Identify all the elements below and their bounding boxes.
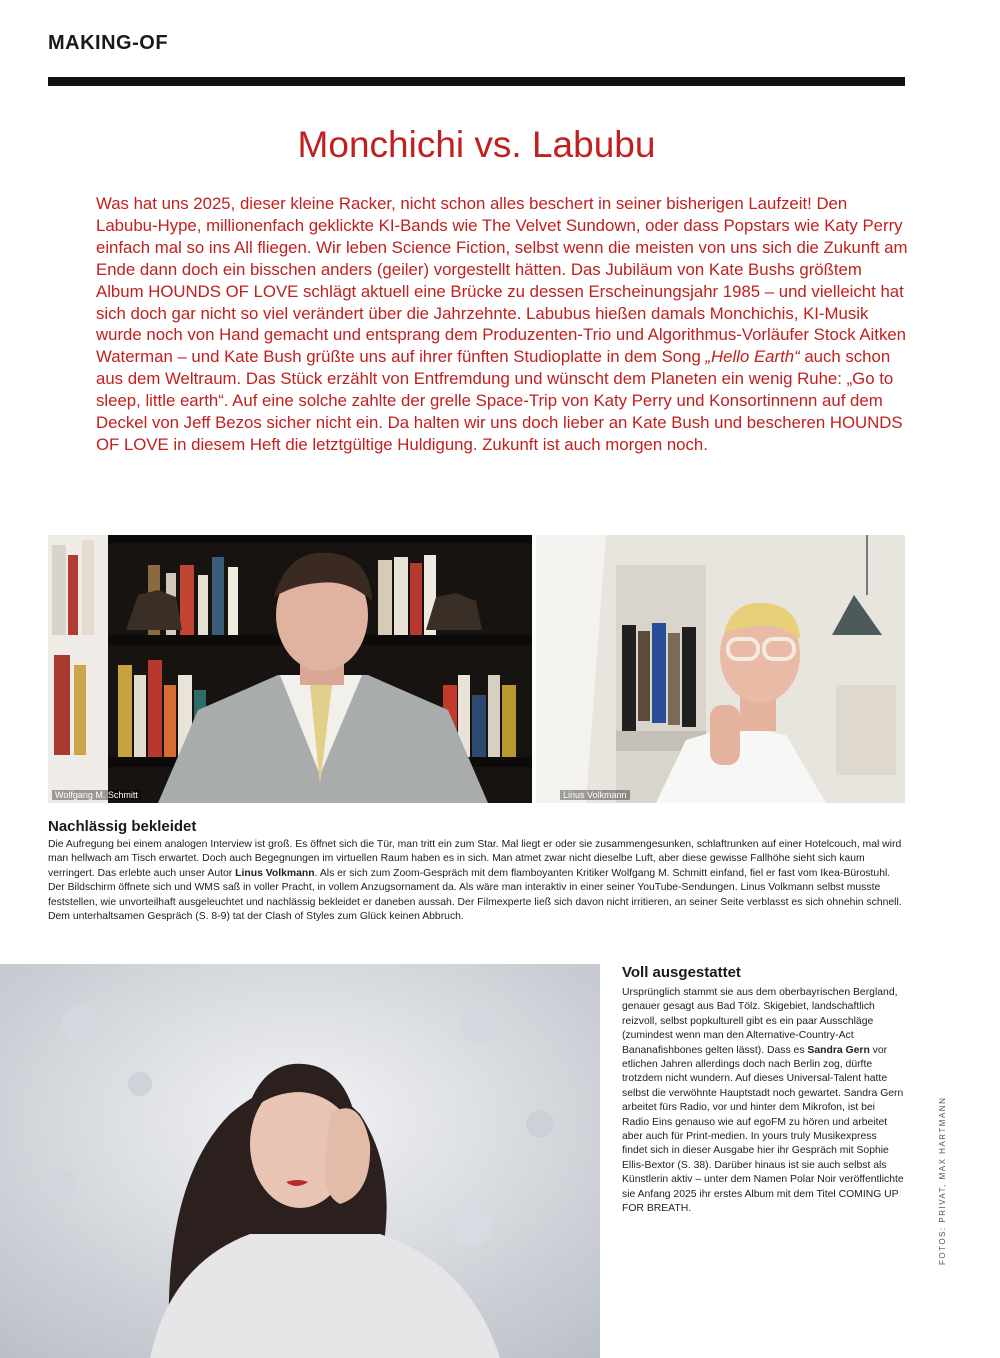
room-portrait-image <box>536 535 905 803</box>
caption-1-title: Nachlässig bekleidet <box>48 818 197 835</box>
headline: Monchichi vs. Labubu <box>297 124 656 165</box>
caption-2-text-a: Ursprünglich stammt sie aus dem oberbayrischen Bergland, genauer gesagt aus Bad Tölz. Skigebiet, landschaftlich reizvoll, selbst popkulturell gibt es ein paar Ausschläge (zumindest wenn man den Alternative-Country-Act Bananafishbones gelten lässt). Dass es <box>622 987 898 1056</box>
portrait-image <box>0 964 600 1358</box>
caption-2-text-b: vor etlichen Jahren allerdings doch nach Berlin zog, dürfte trotzdem nicht wundern. Auf dieses Universal-Talent hatte selbst die verwöhnte Hauptstadt noch gewartet. Sandra Gern arbeitet fürs Radio, vor und hinter dem Mikrofon, ist bei Radio Eins genauso wie auf egoFM zu hören und arbeitet aber auch für Print-medien. In yours truly Musikexpress findet sich in dieser Ausgabe hier ihr Gespräch mit Sophie Ellis-Bextor (S. 38). Darüber hinaus ist sie auch selbst als Künstlerin aktiv – unter dem Namen Polar Noir veröffentlichte sie Anfang 2025 ihr erstes Album mit dem Titel COMING UP FOR BREATH. <box>622 1044 904 1215</box>
section-label: MAKING-OF <box>48 32 169 54</box>
portrait-photo <box>0 964 600 1358</box>
caption-2-name: Sandra Gern <box>807 1044 870 1056</box>
caption-1-text-a: Die Aufregung bei einem analogen Interview ist groß. Es öffnet sich die Tür, man tritt ein zum Star. Mal liegt er oder sie zusammengesunken, schlaftrunken auf einer Hotelcouch, mal wird man hellwach am Tisch erwartet. Doch auch Begegnungen im virtuellen Raum haben es in sich. Man atmet zwar nicht dieselbe Luft, aber diese gewisse Fallhöhe sieht sich kaum verringert. Das erlebte auch unser Autor <box>48 839 902 879</box>
top-rule <box>48 77 905 86</box>
photo-credit: FOTOS: PRIVAT, MAX HARTMANN <box>938 1096 947 1265</box>
bookshelf-portrait-image <box>48 535 532 803</box>
song-title: „Hello Earth“ <box>705 347 800 367</box>
participant-label-right: Linus Volkmann <box>560 790 630 800</box>
video-frame-right <box>536 535 905 803</box>
caption-2-text <box>622 986 904 1217</box>
caption-1-author-name: Linus Volkmann <box>235 867 315 879</box>
intro-part-2: auch schon aus dem Weltraum. Das Stück erzählt von Entfremdung und wünscht dem Planeten ein wenig Ruhe: „Go to sleep, little earth“. Auf eine solche zahlte der grelle Space-Trip von Katy Perry und Konsortinnenn auf dem Deckel von Jeff Bezos sicher nicht ein. Da halten wir uns doch lieber an Kate Bush und bescheren HOUNDS OF LOVE in diesem Heft die letztgültige Huldigung. Zukunft ist auch morgen noch. <box>96 347 903 454</box>
participant-label-left: Wolfgang M. Schmitt <box>52 790 141 800</box>
caption-1-text <box>48 838 906 924</box>
intro-part-1: Was hat uns 2025, dieser kleine Racker, nicht schon alles beschert in seiner bisherigen Laufzeit! Den Labubu-Hype, millionenfach geklickte KI-Bands wie The Velvet Sundown, oder dass Popstars wie Katy Perry einfach mal so ins All fliegen. Wir leben Science Fiction, selbst wenn die meisten von uns sich die Zukunft am Ende dann doch ein bisschen anders (geiler) vorgestellt hätten. Das Jubiläum von Kate Bushs größtem Album HOUNDS OF LOVE schlägt aktuell eine Brücke zu dessen Erscheinungsjahr 1985 – und vielleicht hat sich doch gar nicht so viel verändert über die Jahrzehnte. Labubus hießen damals Monchichis, KI-Musik wurde noch von Hand gemacht und entsprang dem Produzenten-Trio und Algorithmus-Vorläufer Stock Aitken Waterman – und Kate Bush grüßte uns auf ihrer fünften Studioplatte in dem Song <box>96 194 908 367</box>
caption-1-text-b: . Als er sich zum Zoom-Gespräch mit dem flamboyanten Kritiker Wolfgang M. Schmitt einfand, fiel er fast vom Ikea-Bürostuhl. Der Bildschirm öffnete sich und WMS saß in voller Pracht, in vollem Anzugsornament da. Als wäre man interaktiv in einer seiner YouTube-Sendungen. Linus Volkmann selbst musste feststellen, wie unvorteilhaft ausgeleuchtet und nachlässig bekleidet er daneben aussah. Der Filmexperte ließ sich davon nicht irritieren, an seiner Seite verblasst es sich ohnehin schnell. Dem unterhaltsamen Gespräch (S. 8-9) tat der Clash of Styles zum Glück keinen Abbruch. <box>48 867 902 923</box>
caption-2-title: Voll ausgestattet <box>622 964 741 981</box>
intro-text <box>96 193 908 456</box>
video-frame-left <box>48 535 532 803</box>
